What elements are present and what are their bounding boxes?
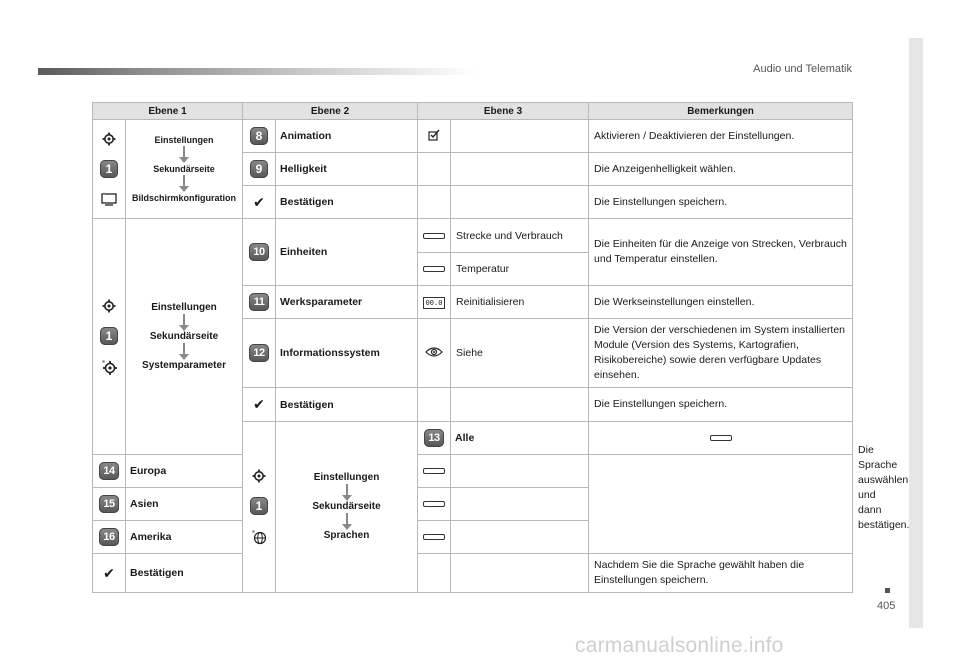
step-badge: 1 [250,497,268,515]
column-header: Ebene 2 [243,103,418,120]
table-row [93,521,853,554]
setting-label: Bestätigen [276,388,418,422]
step-badge: 15 [99,495,119,513]
remark: Die Version der verschiedenen im System installierten Module (Version des Systems, Kartografien, Risikobereiche) sowie deren verfügbare Updates einsehen. [589,319,853,388]
setting-label: Einheiten [276,219,418,286]
flow-step: Einstellungen [151,301,217,313]
setting-label: Werksparameter [276,286,418,319]
down-arrow-icon [342,484,352,501]
column-header: Bemerkungen [589,103,853,120]
setting-label: Animation [276,120,418,153]
screen-settings-icon [101,192,117,206]
flow-step: Sekundärseite [312,501,381,512]
table-row [93,120,853,153]
step-badge: 1 [100,160,118,178]
setting-label: Amerika [126,521,243,554]
level1-flow [126,120,243,219]
gear-icon [252,469,266,483]
step-badge: 8 [250,127,268,145]
checkmark-icon: ✔ [253,193,265,210]
language-globe-icon [251,529,267,545]
setting-label: Bestätigen [126,554,243,593]
flow-step: Bildschirmkonfiguration [132,193,237,203]
reset-counter-icon: 00.0 [423,297,445,309]
option-bar-icon [710,435,732,441]
table-row: 1 Einstellungen Sekundärseite Sprachen 13 Alle Die Sprache auswählen und dann bestätigen. [93,422,853,455]
level3-option: Siehe [451,319,589,388]
gear-icon [102,299,116,313]
system-settings-icon [101,359,117,375]
table-row [93,219,853,253]
remark: Die Werkseinstellungen einstellen. [589,286,853,319]
column-header: Ebene 1 [93,103,243,120]
page-side-tab [909,38,923,628]
level3-option: Temperatur [451,253,589,286]
flow-step: Systemparameter [142,359,226,371]
level1-icons [93,120,126,219]
table-row [93,554,853,593]
flow-step: Sprachen [323,530,370,541]
level1-icons [243,422,276,593]
checkmark-icon: ✔ [253,396,265,412]
table-header-row [93,103,853,120]
option-bar-icon [423,501,445,507]
setting-label: Asien [126,488,243,521]
step-badge: 13 [424,429,444,447]
gear-icon [102,132,116,146]
setting-label: Informationssystem [276,319,418,388]
setting-label: Bestätigen [276,186,418,219]
step-badge: 16 [99,528,119,546]
flow-step: Einstellungen [154,135,214,145]
settings-table [92,102,910,593]
down-arrow-icon [179,343,189,360]
table-row [93,455,853,488]
remark: Die Einstellungen speichern. [589,388,853,422]
remark: Aktivieren / Deaktivieren der Einstellungen. [589,120,853,153]
remark: Die Einheiten für die Anzeige von Strecken, Verbrauch und Temperatur einstellen. [589,219,853,286]
down-arrow-icon [179,146,189,163]
checkmark-icon: ✔ [103,564,115,581]
setting-label: Alle [451,422,589,455]
down-arrow-icon [179,314,189,331]
down-arrow-icon [342,513,352,530]
setting-label: Europa [126,455,243,488]
header-gradient-bar [38,68,478,75]
remark: Die Anzeigenhelligkeit wählen. [589,153,853,186]
table-row [93,488,853,521]
page-number: 405 [877,600,896,612]
option-bar-icon [423,233,445,239]
flow-step: Sekundärseite [149,330,219,342]
remark: Die Einstellungen speichern. [589,186,853,219]
step-badge: 12 [249,344,269,362]
down-arrow-icon [179,175,189,192]
section-title: Audio und Telematik [753,63,852,75]
watermark: carmanualsonline.info [575,634,784,657]
step-badge: 1 [100,327,118,345]
step-badge: 9 [250,160,268,178]
option-bar-icon [423,266,445,272]
option-bar-icon [423,468,445,474]
setting-label: Helligkeit [276,153,418,186]
eye-icon [425,346,443,358]
continuation-mark [885,588,890,593]
level1-flow [126,219,243,455]
level3-option: Strecke und Verbrauch [451,219,589,253]
checkbox-edit-icon [428,129,440,141]
step-badge: 14 [99,462,119,480]
remark: Nachdem Sie die Sprache gewählt haben die Einstellungen speichern. [589,554,853,593]
flow-step: Einstellungen [313,472,380,483]
level1-icons [93,219,126,455]
step-badge: 10 [249,243,269,261]
level3-option: Reinitialisieren [451,286,589,319]
flow-step: Sekundärseite [153,164,215,174]
column-header: Ebene 3 [418,103,589,120]
level1-flow [276,422,418,593]
step-badge: 11 [249,293,269,311]
option-bar-icon [423,534,445,540]
